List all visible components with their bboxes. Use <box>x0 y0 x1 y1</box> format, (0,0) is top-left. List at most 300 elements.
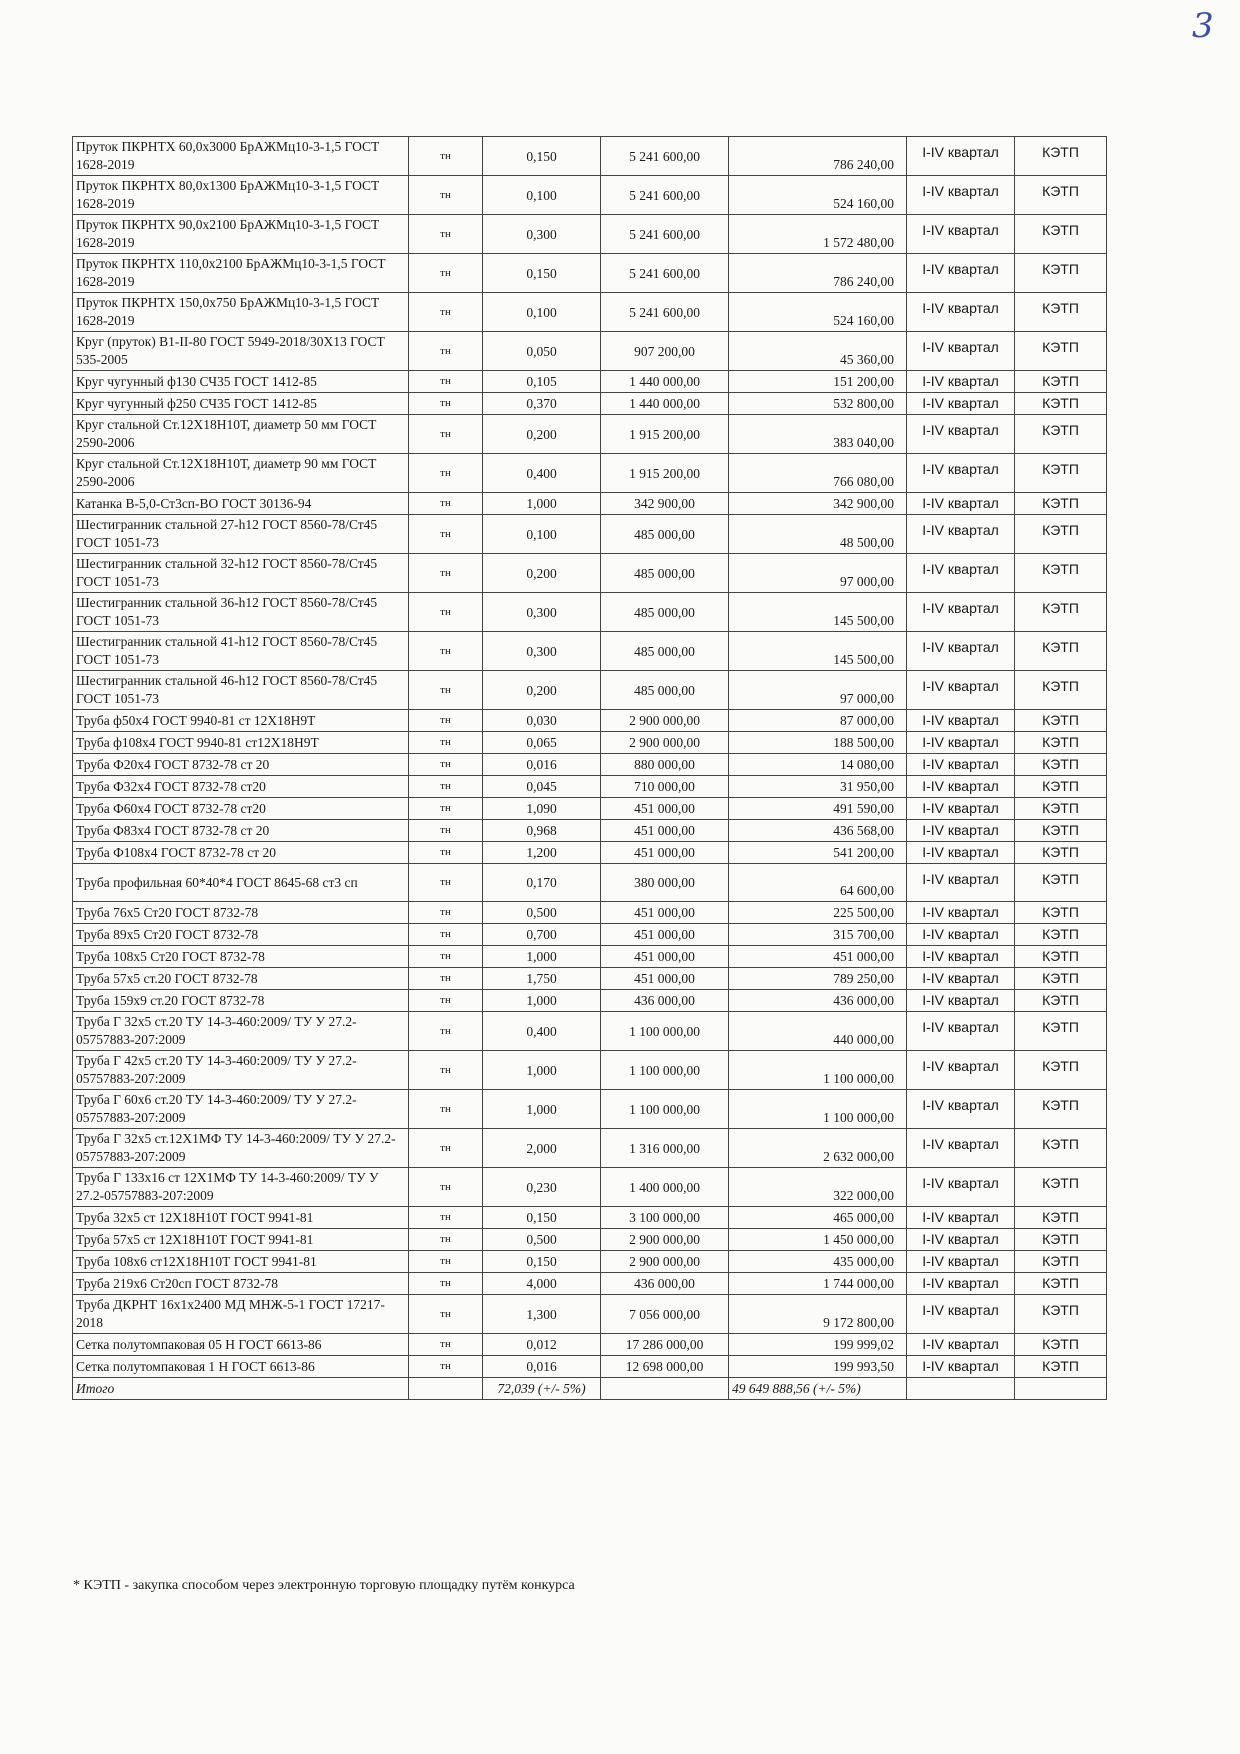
amount-cell: 315 700,00 <box>729 924 907 946</box>
unit-cell: тн <box>409 1356 483 1378</box>
procurement-method-cell: КЭТП <box>1015 554 1107 593</box>
item-name: Труба Ф20х4 ГОСТ 8732-78 ст 20 <box>73 754 409 776</box>
amount-cell: 9 172 800,00 <box>729 1295 907 1334</box>
unit-price-cell: 485 000,00 <box>601 671 729 710</box>
unit-price-cell: 2 900 000,00 <box>601 732 729 754</box>
procurement-method-cell: КЭТП <box>1015 732 1107 754</box>
amount-cell: 465 000,00 <box>729 1207 907 1229</box>
table-row <box>73 820 1107 842</box>
procurement-method-cell: КЭТП <box>1015 1051 1107 1090</box>
unit-price-cell: 5 241 600,00 <box>601 293 729 332</box>
period-cell: I-IV квартал <box>907 754 1015 776</box>
table-row <box>73 1251 1107 1273</box>
table-row <box>73 968 1107 990</box>
item-name: Труба 108х5 Ст20 ГОСТ 8732-78 <box>73 946 409 968</box>
unit-price-cell: 3 100 000,00 <box>601 1207 729 1229</box>
unit-price-cell: 5 241 600,00 <box>601 254 729 293</box>
unit-price-cell: 485 000,00 <box>601 554 729 593</box>
amount-cell: 2 632 000,00 <box>729 1129 907 1168</box>
quantity-cell: 0,150 <box>483 254 601 293</box>
procurement-method-cell: КЭТП <box>1015 754 1107 776</box>
period-cell: I-IV квартал <box>907 632 1015 671</box>
period-cell: I-IV квартал <box>907 732 1015 754</box>
procurement-method-cell: КЭТП <box>1015 1334 1107 1356</box>
procurement-method-cell: КЭТП <box>1015 493 1107 515</box>
unit-price-cell: 485 000,00 <box>601 593 729 632</box>
item-name: Труба Г 32х5 ст.12Х1МФ ТУ 14-3-460:2009/ ТУ У 27.2-05757883-207:2009 <box>73 1129 409 1168</box>
amount-cell: 31 950,00 <box>729 776 907 798</box>
quantity-cell: 0,150 <box>483 1207 601 1229</box>
unit-cell: тн <box>409 842 483 864</box>
item-name: Труба Г 42х5 ст.20 ТУ 14-3-460:2009/ ТУ У 27.2-05757883-207:2009 <box>73 1051 409 1090</box>
unit-price-cell: 1 915 200,00 <box>601 454 729 493</box>
procurement-method-cell: КЭТП <box>1015 1129 1107 1168</box>
quantity-cell: 0,300 <box>483 593 601 632</box>
amount-cell: 436 568,00 <box>729 820 907 842</box>
quantity-cell: 1,750 <box>483 968 601 990</box>
procurement-method-cell: КЭТП <box>1015 332 1107 371</box>
table-row <box>73 776 1107 798</box>
quantity-cell: 0,016 <box>483 754 601 776</box>
procurement-method-cell: КЭТП <box>1015 215 1107 254</box>
procurement-method-cell: КЭТП <box>1015 946 1107 968</box>
period-cell: I-IV квартал <box>907 215 1015 254</box>
unit-cell: тн <box>409 1012 483 1051</box>
table-row <box>73 710 1107 732</box>
amount-cell: 435 000,00 <box>729 1251 907 1273</box>
item-name: Пруток ПКРНТХ 80,0х1300 БрАЖМц10-3-1,5 ГОСТ 1628-2019 <box>73 176 409 215</box>
period-cell: I-IV квартал <box>907 593 1015 632</box>
procurement-method-cell: КЭТП <box>1015 393 1107 415</box>
item-name: Круг (пруток) В1-II-80 ГОСТ 5949-2018/30Х13 ГОСТ 535-2005 <box>73 332 409 371</box>
amount-cell: 1 572 480,00 <box>729 215 907 254</box>
item-name: Шестигранник стальной 27-h12 ГОСТ 8560-78/Ст45 ГОСТ 1051-73 <box>73 515 409 554</box>
unit-cell: тн <box>409 632 483 671</box>
table-row <box>73 1090 1107 1129</box>
period-cell: I-IV квартал <box>907 137 1015 176</box>
item-name: Труба Ф108х4 ГОСТ 8732-78 ст 20 <box>73 842 409 864</box>
item-name: Труба Ф60х4 ГОСТ 8732-78 ст20 <box>73 798 409 820</box>
item-name: Круг чугунный ф130 СЧ35 ГОСТ 1412-85 <box>73 371 409 393</box>
period-cell: I-IV квартал <box>907 1168 1015 1207</box>
unit-price-cell: 1 440 000,00 <box>601 393 729 415</box>
quantity-cell: 0,045 <box>483 776 601 798</box>
period-cell: I-IV квартал <box>907 371 1015 393</box>
amount-cell: 225 500,00 <box>729 902 907 924</box>
amount-cell: 64 600,00 <box>729 864 907 902</box>
quantity-cell: 0,100 <box>483 515 601 554</box>
table-row <box>73 1168 1107 1207</box>
unit-cell: тн <box>409 415 483 454</box>
unit-cell: тн <box>409 1273 483 1295</box>
item-name: Шестигранник стальной 41-h12 ГОСТ 8560-78/Ст45 ГОСТ 1051-73 <box>73 632 409 671</box>
unit-price-cell: 451 000,00 <box>601 968 729 990</box>
amount-cell: 1 100 000,00 <box>729 1051 907 1090</box>
quantity-cell: 0,100 <box>483 293 601 332</box>
procurement-method-cell: КЭТП <box>1015 968 1107 990</box>
amount-cell: 786 240,00 <box>729 254 907 293</box>
unit-price-cell: 451 000,00 <box>601 842 729 864</box>
table-row <box>73 454 1107 493</box>
procurement-method-cell: КЭТП <box>1015 254 1107 293</box>
amount-cell: 87 000,00 <box>729 710 907 732</box>
unit-cell: тн <box>409 1090 483 1129</box>
item-name: Труба 159х9 ст.20 ГОСТ 8732-78 <box>73 990 409 1012</box>
period-cell: I-IV квартал <box>907 671 1015 710</box>
amount-cell: 145 500,00 <box>729 593 907 632</box>
procurement-method-cell: КЭТП <box>1015 1295 1107 1334</box>
unit-price-cell: 436 000,00 <box>601 990 729 1012</box>
unit-cell: тн <box>409 710 483 732</box>
amount-cell: 322 000,00 <box>729 1168 907 1207</box>
item-name: Катанка В-5,0-Ст3сп-ВО ГОСТ 30136-94 <box>73 493 409 515</box>
quantity-cell: 0,200 <box>483 671 601 710</box>
unit-price-cell: 710 000,00 <box>601 776 729 798</box>
item-name: Труба ДКРНТ 16х1х2400 МД МНЖ-5-1 ГОСТ 17217-2018 <box>73 1295 409 1334</box>
quantity-cell: 0,065 <box>483 732 601 754</box>
table-row <box>73 1051 1107 1090</box>
period-cell: I-IV квартал <box>907 493 1015 515</box>
unit-price-cell: 485 000,00 <box>601 515 729 554</box>
quantity-cell: 0,150 <box>483 137 601 176</box>
unit-price-cell: 1 915 200,00 <box>601 415 729 454</box>
item-name: Круг стальной Ст.12Х18Н10Т, диаметр 50 мм ГОСТ 2590-2006 <box>73 415 409 454</box>
procurement-method-cell: КЭТП <box>1015 1273 1107 1295</box>
unit-cell: тн <box>409 137 483 176</box>
quantity-cell: 2,000 <box>483 1129 601 1168</box>
table-row <box>73 1273 1107 1295</box>
period-cell: I-IV квартал <box>907 415 1015 454</box>
amount-cell: 342 900,00 <box>729 493 907 515</box>
period-cell: I-IV квартал <box>907 924 1015 946</box>
procurement-method-cell: КЭТП <box>1015 371 1107 393</box>
unit-cell: тн <box>409 593 483 632</box>
procurement-method-cell: КЭТП <box>1015 1168 1107 1207</box>
unit-cell: тн <box>409 1051 483 1090</box>
procurement-method-cell: КЭТП <box>1015 710 1107 732</box>
amount-cell: 786 240,00 <box>729 137 907 176</box>
table-row <box>73 842 1107 864</box>
quantity-cell: 0,105 <box>483 371 601 393</box>
period-cell: I-IV квартал <box>907 710 1015 732</box>
period-cell: I-IV квартал <box>907 1051 1015 1090</box>
table-body <box>73 137 1107 1400</box>
table-row <box>73 1207 1107 1229</box>
unit-price-cell: 1 440 000,00 <box>601 371 729 393</box>
unit-cell: тн <box>409 924 483 946</box>
unit-cell: тн <box>409 732 483 754</box>
table-row <box>73 393 1107 415</box>
procurement-method-cell: КЭТП <box>1015 671 1107 710</box>
item-name: Труба 57х5 ст 12Х18Н10Т ГОСТ 9941-81 <box>73 1229 409 1251</box>
table-row <box>73 176 1107 215</box>
unit-cell: тн <box>409 393 483 415</box>
unit-price-cell: 1 100 000,00 <box>601 1012 729 1051</box>
unit-price-cell: 436 000,00 <box>601 1273 729 1295</box>
unit-cell: тн <box>409 902 483 924</box>
amount-cell: 541 200,00 <box>729 842 907 864</box>
quantity-cell: 0,230 <box>483 1168 601 1207</box>
procurement-method-cell: КЭТП <box>1015 1251 1107 1273</box>
procurement-method-cell: КЭТП <box>1015 293 1107 332</box>
amount-cell: 145 500,00 <box>729 632 907 671</box>
item-name: Труба 219х6 Ст20сп ГОСТ 8732-78 <box>73 1273 409 1295</box>
procurement-method-cell: КЭТП <box>1015 593 1107 632</box>
unit-cell: тн <box>409 371 483 393</box>
unit-cell: тн <box>409 493 483 515</box>
unit-price-cell: 485 000,00 <box>601 632 729 671</box>
unit-cell: тн <box>409 515 483 554</box>
unit-cell: тн <box>409 1168 483 1207</box>
quantity-cell: 0,100 <box>483 176 601 215</box>
table-row <box>73 632 1107 671</box>
unit-price-cell: 1 100 000,00 <box>601 1090 729 1129</box>
unit-price-cell: 1 100 000,00 <box>601 1051 729 1090</box>
table-row <box>73 1012 1107 1051</box>
period-cell: I-IV квартал <box>907 1229 1015 1251</box>
unit-price-cell: 1 316 000,00 <box>601 1129 729 1168</box>
item-name: Труба Г 32х5 ст.20 ТУ 14-3-460:2009/ ТУ У 27.2-05757883-207:2009 <box>73 1012 409 1051</box>
unit-price-cell: 2 900 000,00 <box>601 1251 729 1273</box>
quantity-cell: 4,000 <box>483 1273 601 1295</box>
table-row <box>73 946 1107 968</box>
quantity-cell: 0,500 <box>483 1229 601 1251</box>
quantity-cell: 0,968 <box>483 820 601 842</box>
quantity-cell: 0,400 <box>483 1012 601 1051</box>
quantity-cell: 0,030 <box>483 710 601 732</box>
period-cell: I-IV квартал <box>907 1090 1015 1129</box>
unit-price-cell: 342 900,00 <box>601 493 729 515</box>
period-cell: I-IV квартал <box>907 842 1015 864</box>
procurement-method-cell: КЭТП <box>1015 415 1107 454</box>
period-cell: I-IV квартал <box>907 454 1015 493</box>
amount-cell: 14 080,00 <box>729 754 907 776</box>
unit-price-cell: 17 286 000,00 <box>601 1334 729 1356</box>
table-row <box>73 1334 1107 1356</box>
period-cell: I-IV квартал <box>907 1207 1015 1229</box>
total-unit-cell <box>409 1378 483 1400</box>
quantity-cell: 0,370 <box>483 393 601 415</box>
procurement-method-cell: КЭТП <box>1015 924 1107 946</box>
unit-cell: тн <box>409 798 483 820</box>
quantity-cell: 0,150 <box>483 1251 601 1273</box>
quantity-cell: 1,000 <box>483 946 601 968</box>
item-name: Круг стальной Ст.12Х18Н10Т, диаметр 90 мм ГОСТ 2590-2006 <box>73 454 409 493</box>
quantity-cell: 0,050 <box>483 332 601 371</box>
unit-price-cell: 5 241 600,00 <box>601 137 729 176</box>
period-cell: I-IV квартал <box>907 554 1015 593</box>
unit-cell: тн <box>409 1129 483 1168</box>
unit-price-cell: 2 900 000,00 <box>601 1229 729 1251</box>
unit-cell: тн <box>409 1229 483 1251</box>
table-row <box>73 293 1107 332</box>
unit-cell: тн <box>409 293 483 332</box>
table-row <box>73 554 1107 593</box>
item-name: Сетка полутомпаковая 1 Н ГОСТ 6613-86 <box>73 1356 409 1378</box>
page-number: 3 <box>1192 6 1214 46</box>
table-row <box>73 593 1107 632</box>
amount-cell: 383 040,00 <box>729 415 907 454</box>
unit-cell: тн <box>409 820 483 842</box>
unit-cell: тн <box>409 1251 483 1273</box>
quantity-cell: 0,200 <box>483 415 601 454</box>
item-name: Труба ф108х4 ГОСТ 9940-81 ст12Х18Н9Т <box>73 732 409 754</box>
table-row <box>73 1229 1107 1251</box>
period-cell: I-IV квартал <box>907 1251 1015 1273</box>
amount-cell: 532 800,00 <box>729 393 907 415</box>
procurement-method-cell: КЭТП <box>1015 1356 1107 1378</box>
unit-price-cell: 451 000,00 <box>601 820 729 842</box>
item-name: Труба ф50х4 ГОСТ 9940-81 ст 12Х18Н9Т <box>73 710 409 732</box>
procurement-method-cell: КЭТП <box>1015 454 1107 493</box>
amount-cell: 1 744 000,00 <box>729 1273 907 1295</box>
unit-cell: тн <box>409 1295 483 1334</box>
unit-price-cell: 12 698 000,00 <box>601 1356 729 1378</box>
table-row <box>73 332 1107 371</box>
quantity-cell: 0,400 <box>483 454 601 493</box>
procurement-method-cell: КЭТП <box>1015 820 1107 842</box>
table-row <box>73 798 1107 820</box>
amount-cell: 97 000,00 <box>729 671 907 710</box>
unit-price-cell: 2 900 000,00 <box>601 710 729 732</box>
period-cell: I-IV квартал <box>907 946 1015 968</box>
period-cell: I-IV квартал <box>907 1129 1015 1168</box>
procurement-method-cell: КЭТП <box>1015 990 1107 1012</box>
period-cell: I-IV квартал <box>907 902 1015 924</box>
total-quantity: 72,039 (+/- 5%) <box>483 1378 601 1400</box>
unit-price-cell: 880 000,00 <box>601 754 729 776</box>
item-name: Круг чугунный ф250 СЧ35 ГОСТ 1412-85 <box>73 393 409 415</box>
total-amount: 49 649 888,56 (+/- 5%) <box>729 1378 907 1400</box>
quantity-cell: 0,012 <box>483 1334 601 1356</box>
table-row <box>73 215 1107 254</box>
unit-cell: тн <box>409 454 483 493</box>
table-row <box>73 990 1107 1012</box>
unit-cell: тн <box>409 254 483 293</box>
footnote: * КЭТП - закупка способом через электронную торговую площадку путём конкурса <box>73 1578 575 1593</box>
table-row <box>73 371 1107 393</box>
item-name: Труба 57х5 ст.20 ГОСТ 8732-78 <box>73 968 409 990</box>
unit-price-cell: 451 000,00 <box>601 902 729 924</box>
table-row <box>73 415 1107 454</box>
item-name: Пруток ПКРНТХ 110,0х2100 БрАЖМц10-3-1,5 ГОСТ 1628-2019 <box>73 254 409 293</box>
period-cell: I-IV квартал <box>907 864 1015 902</box>
period-cell: I-IV квартал <box>907 1012 1015 1051</box>
item-name: Пруток ПКРНТХ 150,0х750 БрАЖМц10-3-1,5 ГОСТ 1628-2019 <box>73 293 409 332</box>
quantity-cell: 1,300 <box>483 1295 601 1334</box>
period-cell: I-IV квартал <box>907 1356 1015 1378</box>
amount-cell: 524 160,00 <box>729 176 907 215</box>
period-cell: I-IV квартал <box>907 293 1015 332</box>
item-name: Труба Ф32х4 ГОСТ 8732-78 ст20 <box>73 776 409 798</box>
item-name: Труба Г 60х6 ст.20 ТУ 14-3-460:2009/ ТУ У 27.2-05757883-207:2009 <box>73 1090 409 1129</box>
total-label: Итого <box>73 1378 409 1400</box>
items-table <box>72 136 1107 1400</box>
procurement-method-cell: КЭТП <box>1015 842 1107 864</box>
unit-cell: тн <box>409 215 483 254</box>
item-name: Пруток ПКРНТХ 60,0х3000 БрАЖМц10-3-1,5 ГОСТ 1628-2019 <box>73 137 409 176</box>
amount-cell: 48 500,00 <box>729 515 907 554</box>
amount-cell: 436 000,00 <box>729 990 907 1012</box>
quantity-cell: 0,016 <box>483 1356 601 1378</box>
procurement-method-cell: КЭТП <box>1015 1229 1107 1251</box>
table-row <box>73 864 1107 902</box>
period-cell: I-IV квартал <box>907 1295 1015 1334</box>
total-method-cell <box>1015 1378 1107 1400</box>
unit-cell: тн <box>409 754 483 776</box>
unit-cell: тн <box>409 1334 483 1356</box>
quantity-cell: 1,000 <box>483 1090 601 1129</box>
procurement-method-cell: КЭТП <box>1015 1207 1107 1229</box>
table-row <box>73 732 1107 754</box>
unit-cell: тн <box>409 671 483 710</box>
item-name: Труба Г 133х16 ст 12Х1МФ ТУ 14-3-460:2009/ ТУ У 27.2-05757883-207:2009 <box>73 1168 409 1207</box>
item-name: Труба 89х5 Ст20 ГОСТ 8732-78 <box>73 924 409 946</box>
quantity-cell: 0,700 <box>483 924 601 946</box>
item-name: Пруток ПКРНТХ 90,0х2100 БрАЖМц10-3-1,5 ГОСТ 1628-2019 <box>73 215 409 254</box>
item-name: Труба 76х5 Ст20 ГОСТ 8732-78 <box>73 902 409 924</box>
procurement-method-cell: КЭТП <box>1015 137 1107 176</box>
table-row <box>73 137 1107 176</box>
table-row <box>73 754 1107 776</box>
unit-cell: тн <box>409 990 483 1012</box>
quantity-cell: 0,300 <box>483 215 601 254</box>
procurement-method-cell: КЭТП <box>1015 864 1107 902</box>
item-name: Шестигранник стальной 32-h12 ГОСТ 8560-78/Ст45 ГОСТ 1051-73 <box>73 554 409 593</box>
unit-cell: тн <box>409 332 483 371</box>
item-name: Труба 108х6 ст12Х18Н10Т ГОСТ 9941-81 <box>73 1251 409 1273</box>
table-row <box>73 924 1107 946</box>
quantity-cell: 1,000 <box>483 493 601 515</box>
period-cell: I-IV квартал <box>907 1273 1015 1295</box>
amount-cell: 151 200,00 <box>729 371 907 393</box>
amount-cell: 199 993,50 <box>729 1356 907 1378</box>
amount-cell: 451 000,00 <box>729 946 907 968</box>
procurement-method-cell: КЭТП <box>1015 1090 1107 1129</box>
unit-price-cell: 380 000,00 <box>601 864 729 902</box>
unit-cell: тн <box>409 1207 483 1229</box>
period-cell: I-IV квартал <box>907 515 1015 554</box>
table-row <box>73 671 1107 710</box>
quantity-cell: 1,000 <box>483 990 601 1012</box>
unit-price-cell: 451 000,00 <box>601 798 729 820</box>
item-name: Труба Ф83х4 ГОСТ 8732-78 ст 20 <box>73 820 409 842</box>
unit-price-cell: 5 241 600,00 <box>601 215 729 254</box>
unit-cell: тн <box>409 776 483 798</box>
table-row <box>73 902 1107 924</box>
period-cell: I-IV квартал <box>907 776 1015 798</box>
unit-cell: тн <box>409 176 483 215</box>
amount-cell: 97 000,00 <box>729 554 907 593</box>
amount-cell: 199 999,02 <box>729 1334 907 1356</box>
amount-cell: 45 360,00 <box>729 332 907 371</box>
item-name: Труба 32х5 ст 12Х18Н10Т ГОСТ 9941-81 <box>73 1207 409 1229</box>
unit-price-cell: 451 000,00 <box>601 924 729 946</box>
amount-cell: 766 080,00 <box>729 454 907 493</box>
table-row <box>73 254 1107 293</box>
period-cell: I-IV квартал <box>907 798 1015 820</box>
table-row <box>73 1356 1107 1378</box>
procurement-method-cell: КЭТП <box>1015 798 1107 820</box>
procurement-method-cell: КЭТП <box>1015 1012 1107 1051</box>
item-name: Шестигранник стальной 36-h12 ГОСТ 8560-78/Ст45 ГОСТ 1051-73 <box>73 593 409 632</box>
quantity-cell: 0,500 <box>483 902 601 924</box>
procurement-method-cell: КЭТП <box>1015 902 1107 924</box>
period-cell: I-IV квартал <box>907 990 1015 1012</box>
period-cell: I-IV квартал <box>907 393 1015 415</box>
period-cell: I-IV квартал <box>907 1334 1015 1356</box>
amount-cell: 440 000,00 <box>729 1012 907 1051</box>
